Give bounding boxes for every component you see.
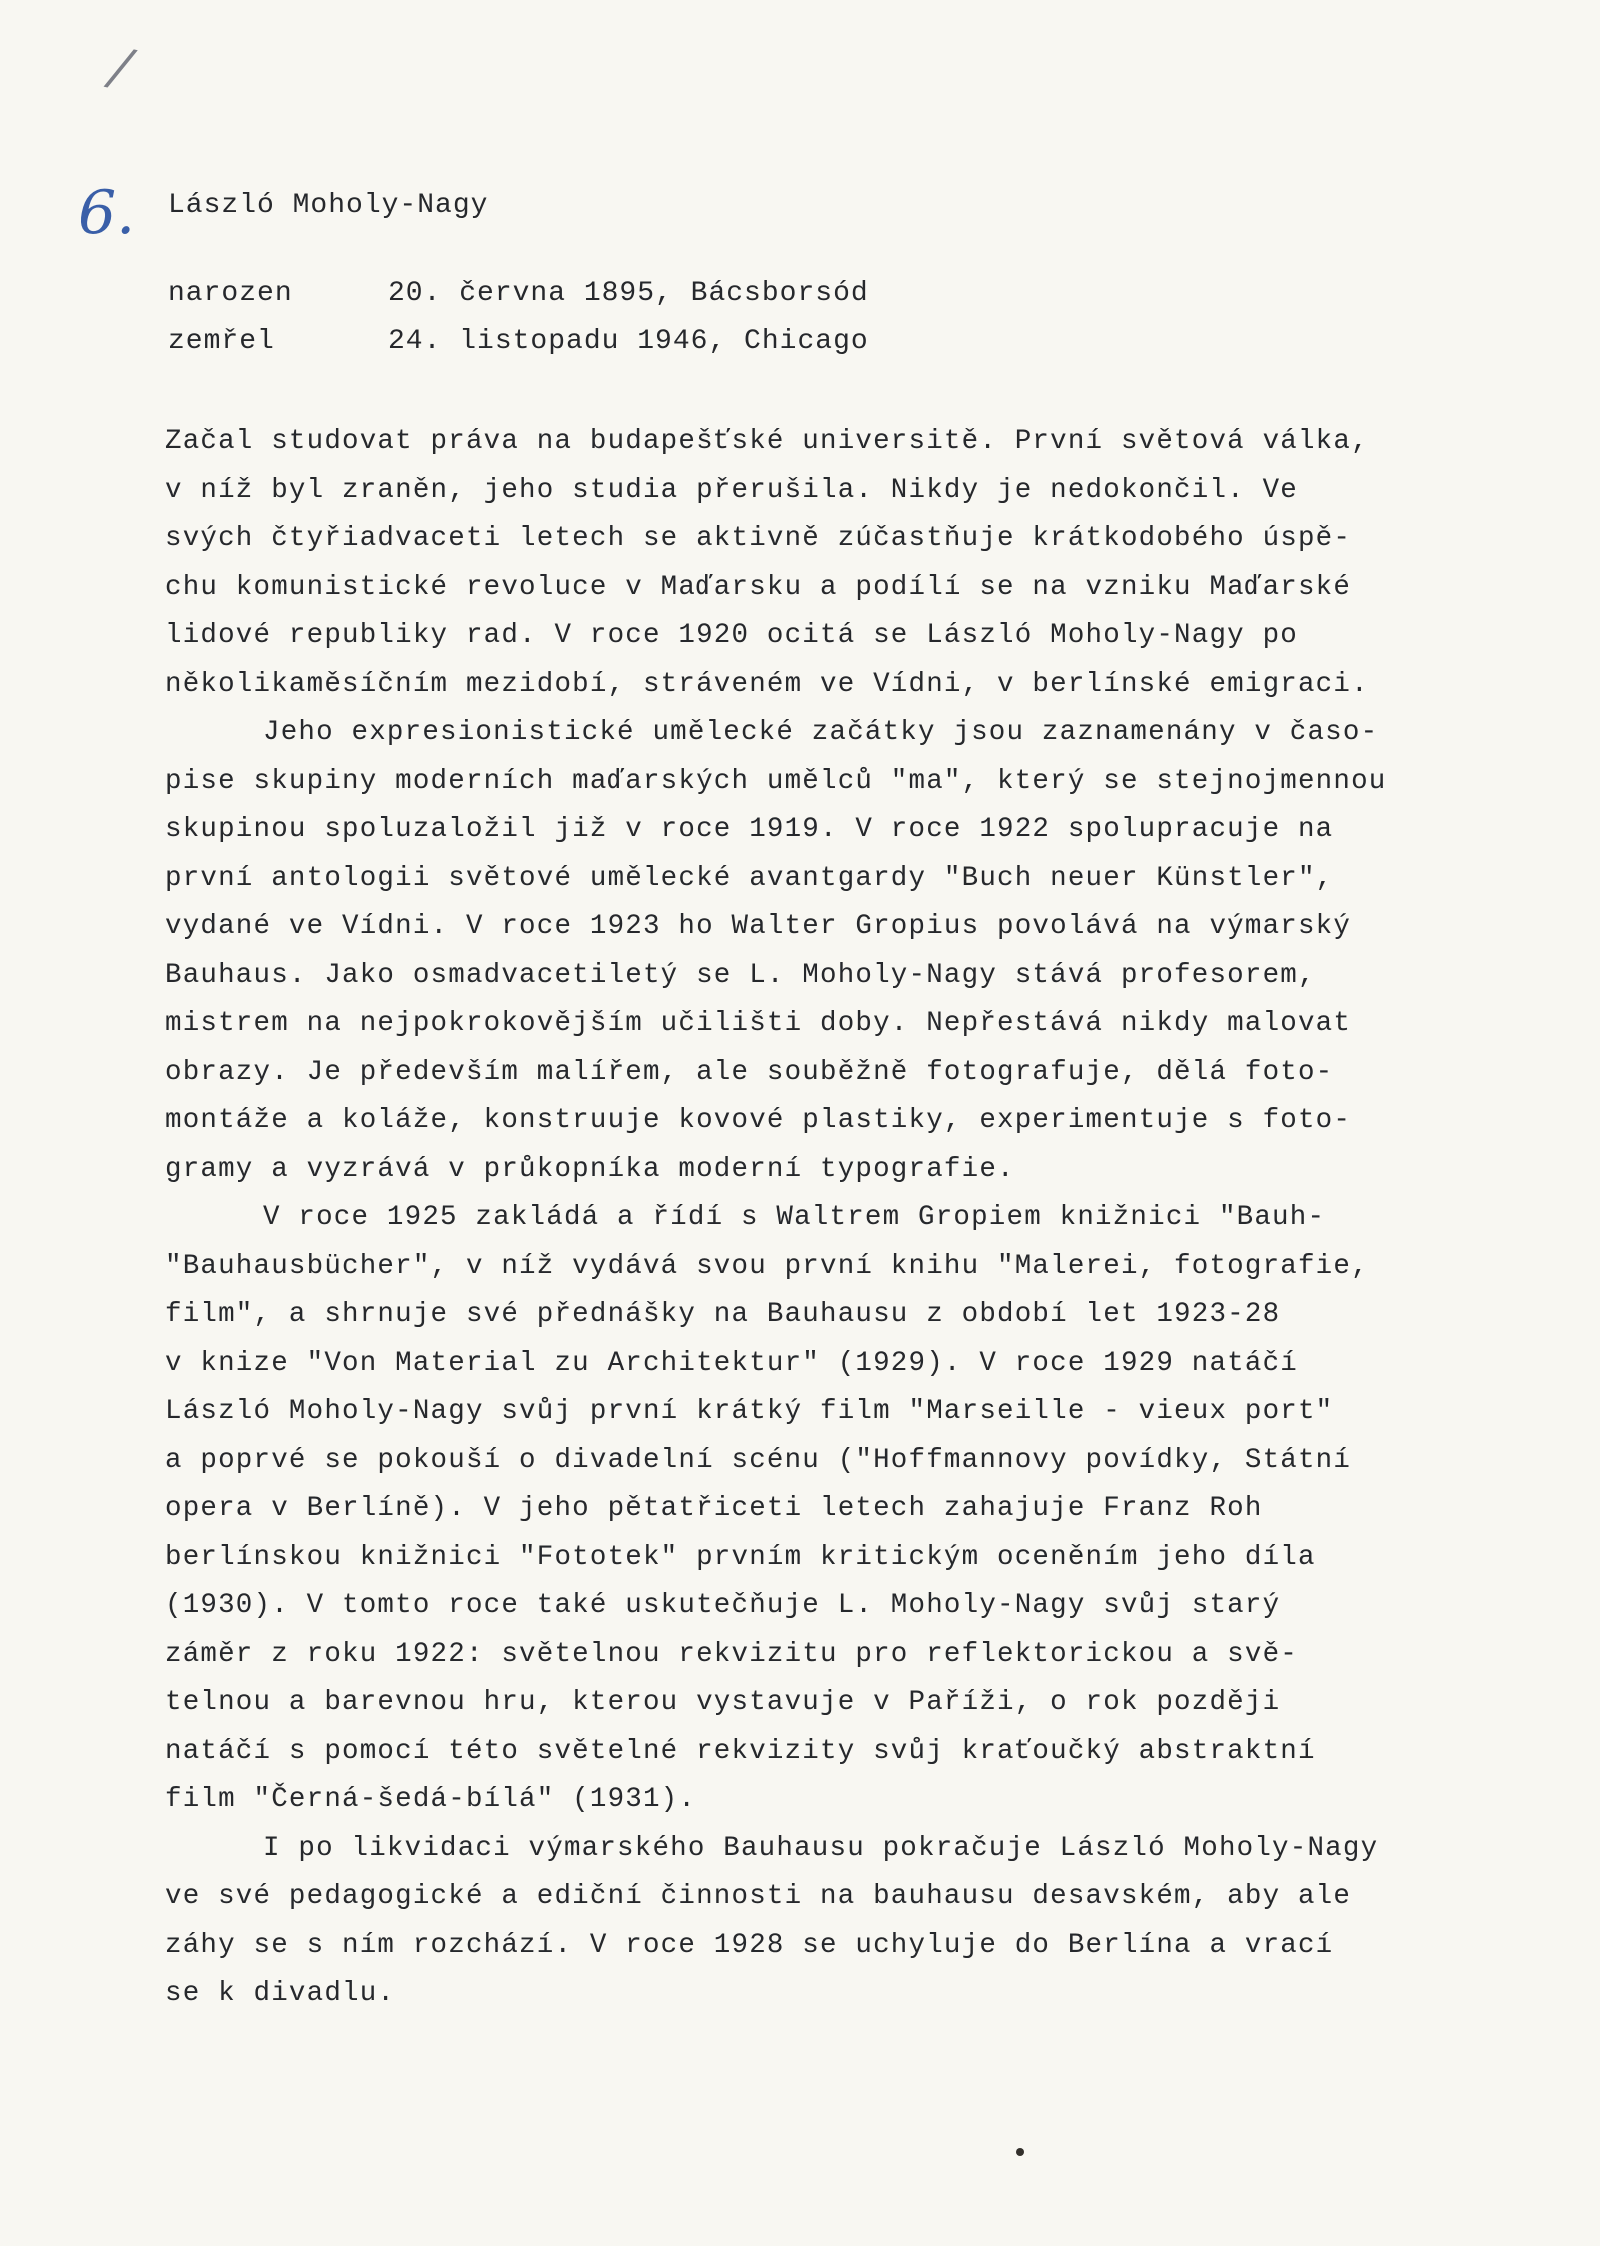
text-line: mistrem na nejpokrokovějším učilišti doby. Nepřestává nikdy malovat bbox=[165, 1008, 1352, 1039]
text-line: (1930). V tomto roce také uskutečňuje L. Moholy-Nagy svůj starý bbox=[165, 1590, 1281, 1621]
text-line: Bauhaus. Jako osmadvacetiletý se L. Moholy-Nagy stává profesorem, bbox=[165, 959, 1316, 991]
text-line: telnou a barevnou hru, kterou vystavuje v Paříži, o rok později bbox=[165, 1687, 1281, 1718]
text-line: v knize "Von Material zu Architektur" (1929). V roce 1929 natáčí bbox=[165, 1347, 1298, 1379]
text-line: film "Černá-šedá-bílá" (1931). bbox=[165, 1784, 697, 1815]
text-line: v níž byl zraněn, jeho studia přerušila. Nikdy je nedokončil. Ve bbox=[165, 474, 1298, 506]
text-line: opera v Berlíně). V jeho pětatřiceti letech zahajuje Franz Roh bbox=[165, 1493, 1263, 1524]
birth-value: 20. června 1895, Bácsborsód bbox=[388, 278, 869, 309]
death-value: 24. listopadu 1946, Chicago bbox=[388, 326, 869, 357]
text-line: svých čtyřiadvaceti letech se aktivně zúčastňuje krátkodobého úspě- bbox=[165, 523, 1352, 554]
text-line: záměr z roku 1922: světelnou rekvizitu pro reflektorickou a svě- bbox=[165, 1638, 1298, 1670]
death-label: zemřel bbox=[168, 326, 275, 357]
text-line: Jeho expresionistické umělecké začátky jsou zaznamenány v časo- bbox=[263, 717, 1379, 748]
document-title: László Moholy-Nagy bbox=[168, 190, 489, 221]
text-line: několikaměsíčním mezidobí, stráveném ve Vídni, v berlínské emigraci. bbox=[165, 668, 1369, 700]
text-line: první antologii světové umělecké avantgardy "Buch neuer Künstler", bbox=[165, 862, 1334, 894]
biography-text bbox=[165, 418, 1545, 2019]
birth-row bbox=[168, 278, 869, 326]
birth-label: narozen bbox=[168, 278, 293, 309]
text-line: skupinou spoluzaložil již v roce 1919. V roce 1922 spolupracuje na bbox=[165, 814, 1334, 845]
corner-pen-mark: / bbox=[105, 36, 136, 100]
text-line: berlínskou knižnici "Fototek" prvním kritickým oceněním jeho díla bbox=[165, 1541, 1316, 1573]
text-line: V roce 1925 zakládá a řídí s Waltrem Gropiem knižnici "Bauh- bbox=[263, 1202, 1326, 1233]
text-line: "Bauhausbücher", v níž vydává svou první knihu "Malerei, fotografie, bbox=[165, 1250, 1369, 1282]
text-line: gramy a vyzrává v průkopníka moderní typografie. bbox=[165, 1153, 1015, 1185]
text-line: montáže a koláže, konstruuje kovové plastiky, experimentuje s foto- bbox=[165, 1105, 1352, 1136]
death-row bbox=[168, 326, 869, 374]
text-line: natáčí s pomocí této světelné rekvizity svůj kraťoučký abstraktní bbox=[165, 1735, 1316, 1767]
text-line: Začal studovat práva na budapešťské universitě. První světová válka, bbox=[165, 426, 1369, 457]
text-line: ve své pedagogické a ediční činnosti na bauhausu desavském, aby ale bbox=[165, 1881, 1352, 1912]
text-line: László Moholy-Nagy svůj první krátký film "Marseille - vieux port" bbox=[165, 1396, 1334, 1427]
text-line: záhy se s ním rozchází. V roce 1928 se uchyluje do Berlína a vrací bbox=[165, 1929, 1334, 1961]
ink-dot bbox=[1016, 2148, 1024, 2156]
text-line: a poprvé se pokouší o divadelní scénu ("Hoffmannovy povídky, Státní bbox=[165, 1444, 1352, 1476]
text-line: pise skupiny moderních maďarských umělců "ma", který se stejnojmennou bbox=[165, 765, 1387, 797]
text-line: vydané ve Vídni. V roce 1923 ho Walter Gropius povolává na výmarský bbox=[165, 911, 1352, 942]
text-line: I po likvidaci výmarského Bauhausu pokračuje László Moholy-Nagy bbox=[263, 1832, 1379, 1864]
text-line: obrazy. Je především malířem, ale souběžně fotografuje, dělá foto- bbox=[165, 1056, 1334, 1088]
text-line: chu komunistické revoluce v Maďarsku a podílí se na vzniku Maďarské bbox=[165, 571, 1352, 603]
text-line: lidové republiky rad. V roce 1920 ocitá se László Moholy-Nagy po bbox=[165, 620, 1298, 651]
handwritten-page-number: 6. bbox=[78, 178, 136, 248]
vitals-block bbox=[168, 278, 869, 374]
text-line: se k divadlu. bbox=[165, 1978, 396, 2009]
text-line: film", a shrnuje své přednášky na Bauhausu z období let 1923-28 bbox=[165, 1299, 1281, 1330]
